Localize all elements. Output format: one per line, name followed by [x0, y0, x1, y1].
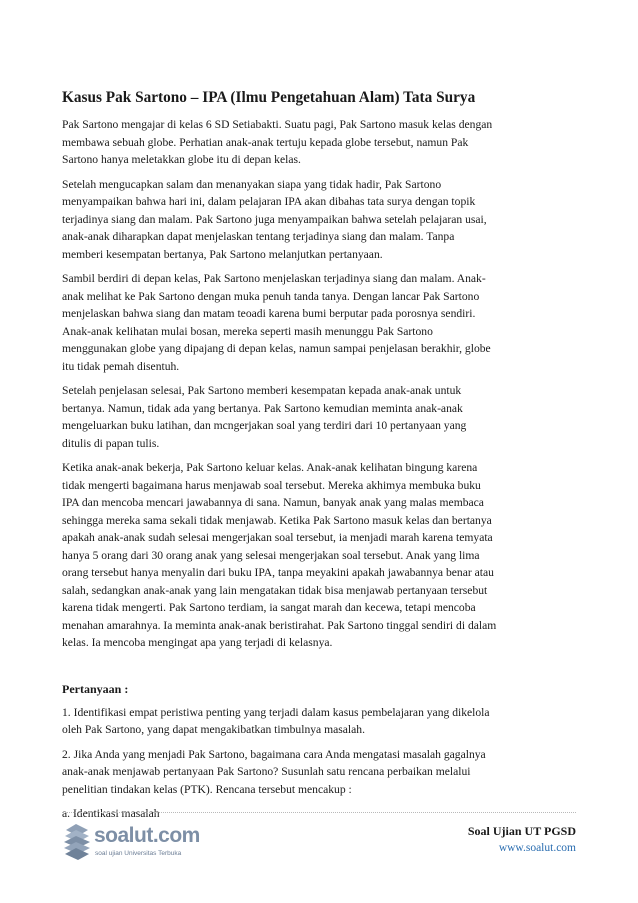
paragraph-line: anak melihat ke Pak Sartono dengan muka penuh tanda tanya. Dengan lancar Pak Sartono	[62, 289, 480, 303]
paragraph-line: apakah anak-anak sudah selesai mengerjakan soal tersebut, ia menjadi marah karena temyata	[62, 531, 493, 544]
paragraph-line: terjadinya siang dan malam. Pak Sartono juga menyampaikan bahwa setelah pelajaran usai,	[62, 212, 487, 226]
paragraph-line: memberi kesempatan bertanya, Pak Sartono melanjutkan pertanyaan.	[62, 247, 383, 261]
document-body	[62, 88, 576, 830]
question-item	[62, 805, 576, 823]
footer-title: Soal Ujian UT PGSD	[467, 824, 576, 838]
footer-url-link[interactable]: www.soalut.com	[498, 842, 576, 854]
paragraph-line: Anak-anak kelihatan mulai bosan, mereka seperti masih menunggu Pak Sartono	[62, 324, 433, 338]
case-paragraph	[62, 116, 576, 169]
paragraph-line: Pak Sartono mengajar di kelas 6 SD Setiabakti. Suatu pagi, Pak Sartono masuk kelas dengan	[62, 118, 493, 131]
paragraph-line: salah, sedangkan anak-anak yang lain mengatakan tidak bisa menjawab pertanyaan tersebut	[62, 583, 488, 597]
paragraph-line: Sartono hanya meletakkan globe itu di depan kelas.	[62, 153, 301, 166]
question-line: 1. Identifikasi empat peristiwa penting yang terjadi dalam kasus pembelajaran yang dikelola	[62, 705, 490, 719]
paragraph-line: kelas. Ia mencoba mengingat apa yang terjadi di kelasnya.	[62, 636, 333, 649]
paragraph-line: menyampaikan bahwa hari ini, dalam pelajaran IPA akan dibahas tata surya dengan topik	[62, 195, 476, 208]
question-item	[62, 704, 576, 739]
question-item	[62, 746, 576, 799]
questions-heading: Pertanyaan :	[62, 681, 129, 696]
paragraph-line: menggunakan globe yang dipajang di depan kelas, namun sampai penjelasan berakhir, globe	[62, 342, 491, 355]
paragraph-line: ditulis di papan tulis.	[62, 436, 160, 450]
paragraph-line: tidak mengerti bagaimana harus menjawab soal tersebut. Mereka akhimya membuka buku	[62, 478, 481, 492]
paragraph-line: mengeluarkan buku latihan, dan mcngerjakan soal yang terdiri dari 10 pertanyaan yang	[62, 419, 467, 432]
paragraph-line: Sambil berdiri di depan kelas, Pak Sartono menjelaskan terjadinya siang dan malam. Anak-	[62, 272, 486, 285]
question-line: oleh Pak Sartono, yang dapat mengakibatkan timbulnya masalah.	[62, 723, 365, 736]
soalut-logo	[62, 822, 200, 864]
paragraph-line: Ketika anak-anak bekerja, Pak Sartono keluar kelas. Anak-anak kelihatan bingung karena	[62, 461, 478, 474]
case-paragraph	[62, 459, 576, 652]
logo-wordmark: soalut.com	[94, 824, 200, 847]
questions-list	[62, 704, 576, 823]
paragraph-line: Setelah mengucapkan salam dan menanyakan siapa yang tidak hadir, Pak Sartono	[62, 177, 442, 191]
paragraph-line: membawa sebuah globe. Perhatian anak-anak tertuju kepada globe tersebut, namun Pak	[62, 135, 469, 149]
case-paragraphs	[62, 116, 576, 652]
paragraph-line: karena tidak mengerti. Pak Sartono terdiam, ia sangat marah dan kecewa, tetapi mencoba	[62, 601, 476, 614]
document-title: Kasus Pak Sartono – IPA (Ilmu Pengetahuan Alam) Tata Surya	[62, 89, 476, 106]
paragraph-line: orang tersebut hanya menyalin dari buku IPA, tanpa meyakini apakah jawabannya benar atau	[62, 566, 494, 579]
paragraph-line: anak-anak diharapkan dapat menjelaskan tentang terjadinya siang dan malam. Tanpa	[62, 230, 455, 243]
case-paragraph	[62, 382, 576, 452]
paragraph-line: menjelaskan bahwa siang dan matam teoadi karena bumi berputar pada porosnya sendiri.	[62, 307, 476, 320]
case-paragraph	[62, 176, 576, 264]
book-stack-icon	[62, 822, 92, 862]
footer-info	[468, 823, 576, 857]
logo-tagline: soal ujian Universitas Terbuka	[95, 850, 182, 857]
paragraph-line: menahan amarahnya. Ia meminta anak-anak beristirahat. Pak Sartono tinggal sendiri di dalam	[62, 618, 497, 632]
paragraph-line: hanya 5 orang dari 30 orang anak yang selesai mengerjakan soal tersebut. Anak yang lima	[62, 548, 480, 562]
paragraph-line: bertanya. Namun, tidak ada yang bertanya. Pak Sartono kemudian meminta anak-anak	[62, 401, 463, 415]
question-line: anak-anak menjawab pertanyaan Pak Sartono? Susunlah satu rencana perbaikan melalui	[62, 765, 471, 778]
question-line: a. Identikasi masalah	[62, 807, 160, 820]
paragraph-line: Setelah penjelasan selesai, Pak Sartono memberi kesempatan kepada anak-anak untuk	[62, 384, 462, 397]
case-paragraph	[62, 270, 576, 375]
paragraph-line: itu tidak pemah disentuh.	[62, 359, 180, 373]
paragraph-line: IPA dan mencoba mencari jawabannya di sana. Namun, banyak anak yang malas membaca	[62, 496, 484, 509]
footer-divider	[62, 812, 576, 813]
question-line: 2. Jika Anda yang menjadi Pak Sartono, bagaimana cara Anda mengatasi masalah gagalnya	[62, 747, 486, 761]
paragraph-line: sehingga mereka sama sekali tidak menjawab. Ketika Pak Sartono masuk kelas dan bertanya	[62, 513, 492, 527]
question-line: penelitian tindakan kelas (PTK). Rencana tersebut mencakup :	[62, 782, 352, 796]
